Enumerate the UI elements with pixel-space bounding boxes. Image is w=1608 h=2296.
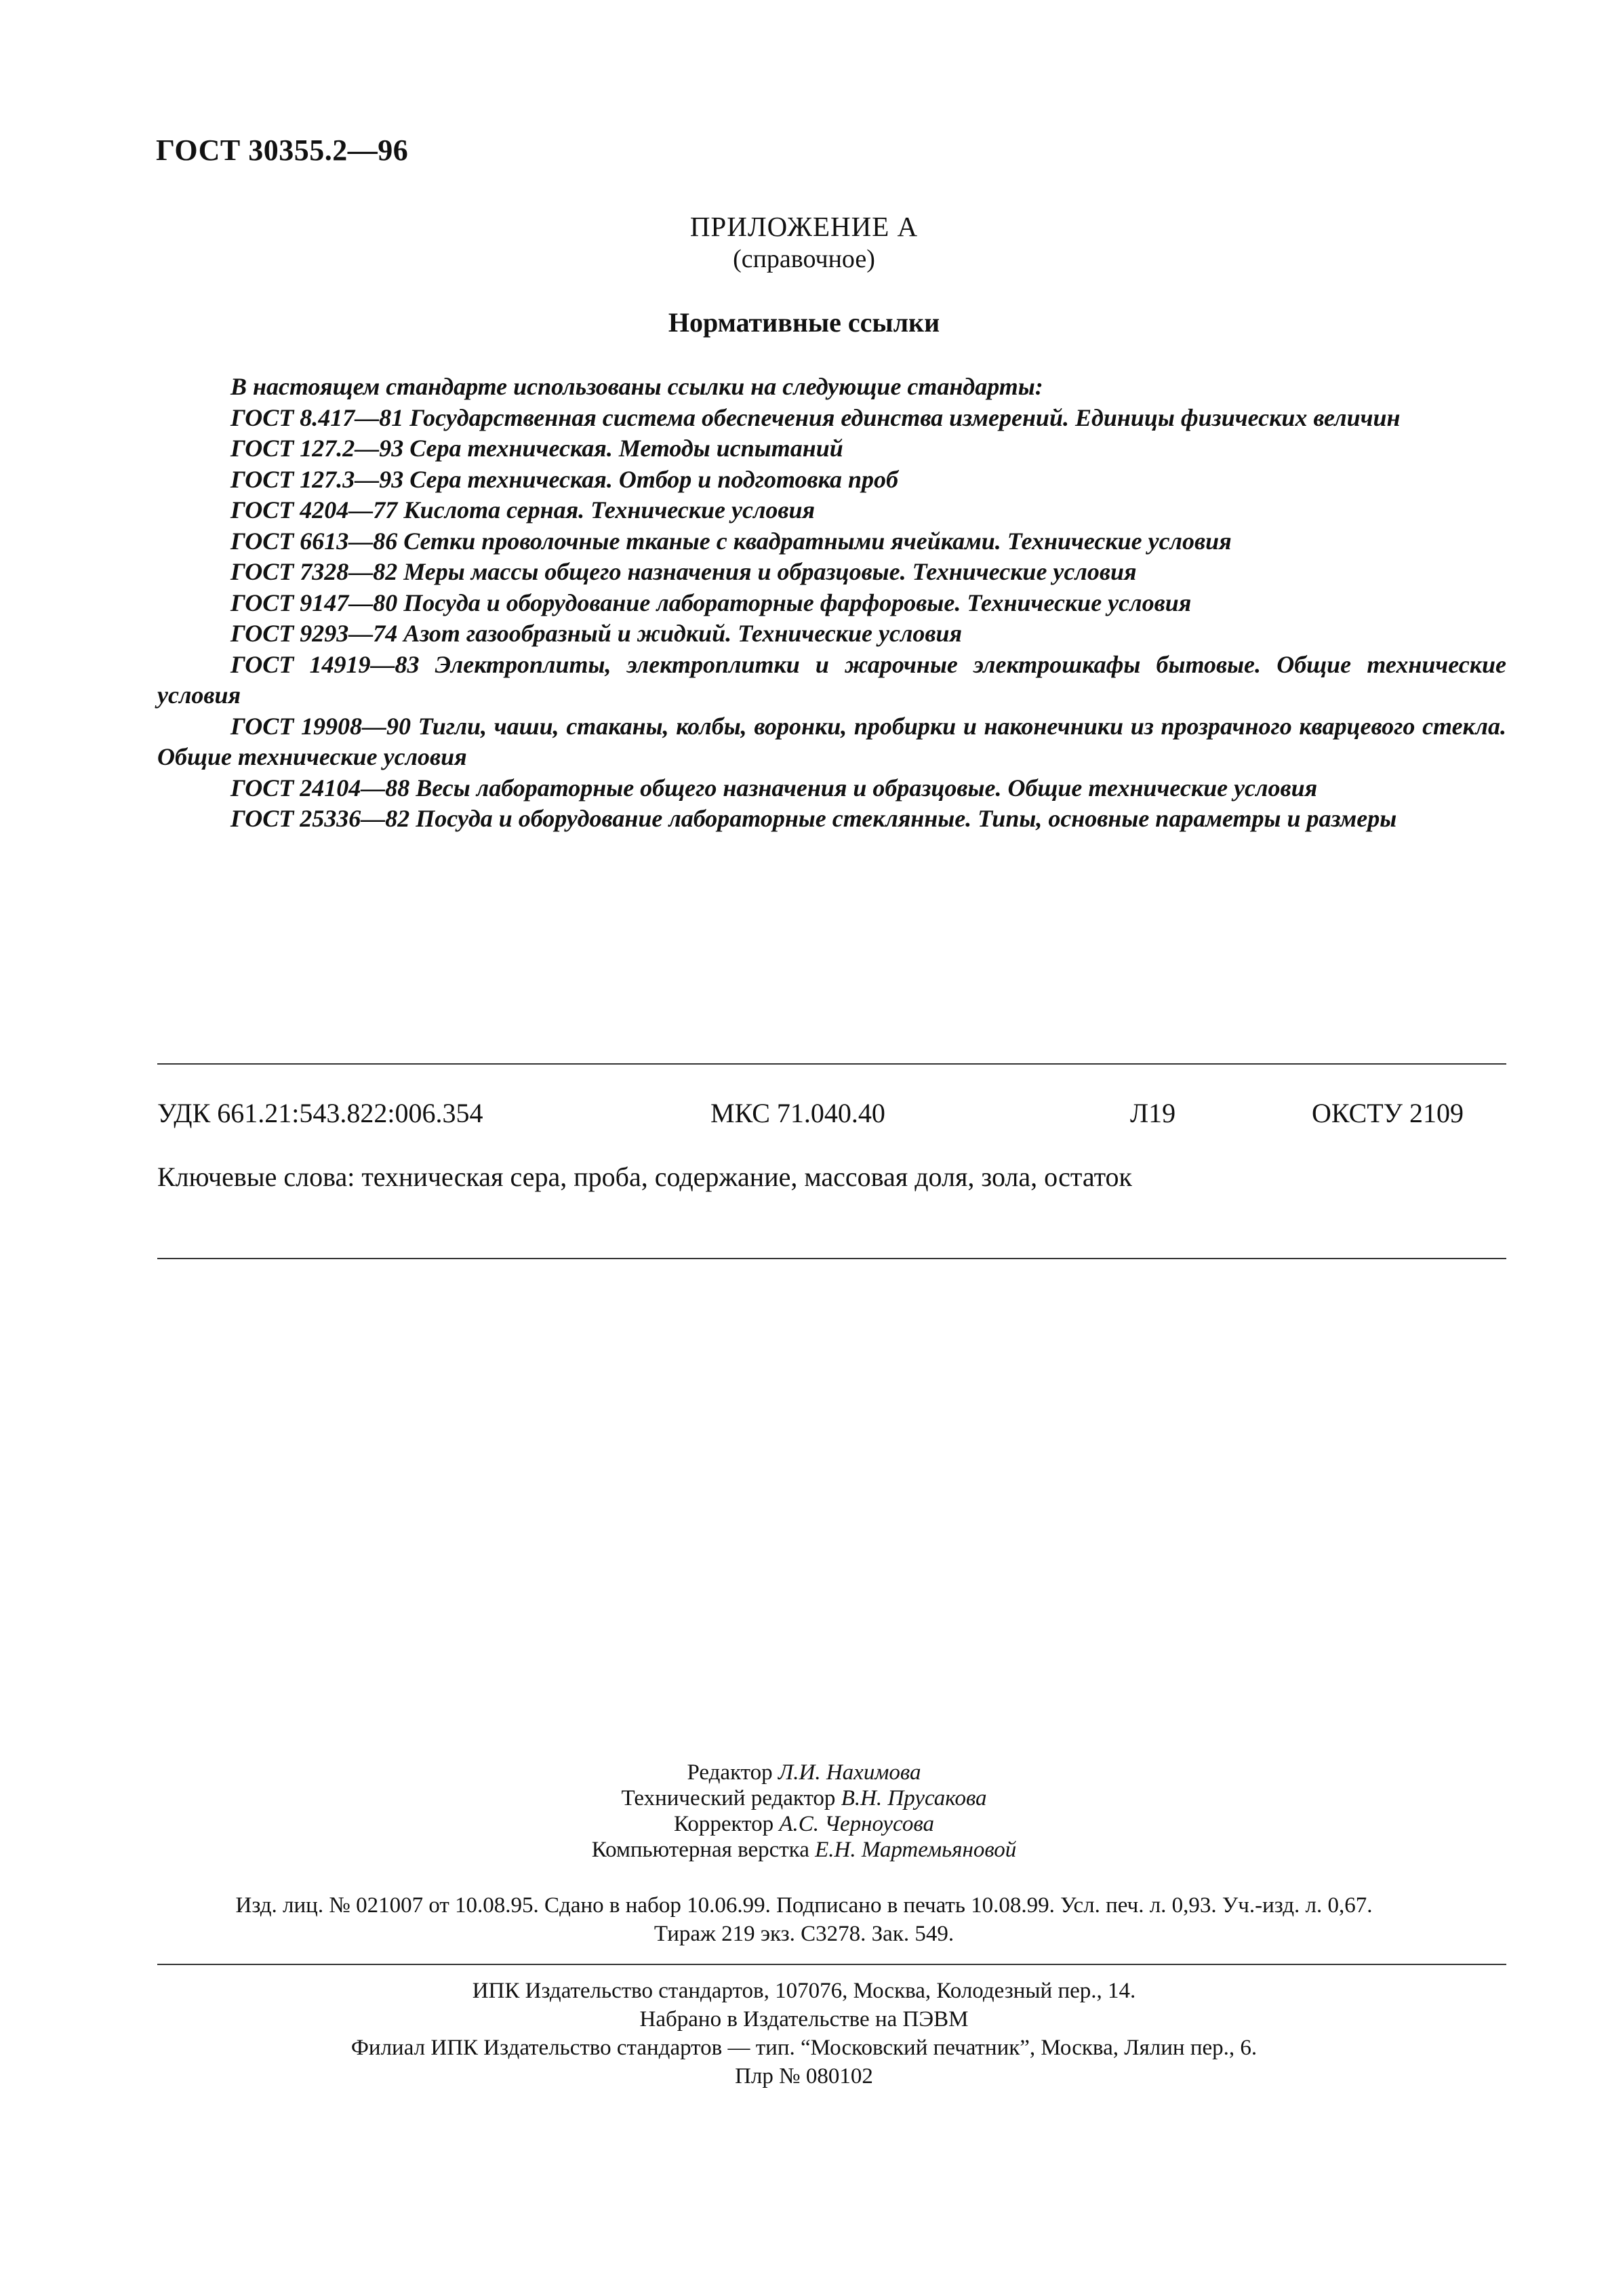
credit-role: Корректор [674, 1812, 774, 1836]
reference-item: ГОСТ 8.417—81 Государственная система обеспечения единства измерений. Единицы физических величин [230, 403, 1401, 431]
credit-role: Редактор [687, 1760, 773, 1785]
publisher-line-2: Набрано в Издательстве на ПЭВМ [639, 2007, 969, 2032]
divider-top [157, 1063, 1506, 1065]
publisher-line-3: Филиал ИПК Издательство стандартов — тип. “Московский печатник”, Москва, Лялин пер., 6. [350, 2036, 1258, 2060]
credit-layout [0, 1837, 1608, 1863]
credit-name: А.С. Черноусова [779, 1812, 934, 1836]
references-intro: В настоящем стандарте использованы ссылки на следующие стандарты: [230, 373, 1043, 400]
reference-item: ГОСТ 9147—80 Посуда и оборудование лабораторные фарфоровые. Технические условия [230, 589, 1192, 616]
udk-code: УДК 661.21:543.822:006.354 [157, 1098, 483, 1128]
reference-item: ГОСТ 25336—82 Посуда и оборудование лабораторные стеклянные. Типы, основные параметры и размеры [230, 805, 1397, 832]
reference-item: ГОСТ 19908—90 Тигли, чаши, стаканы, колбы, воронки, пробирки и наконечники из прозрачного кварцевого стекла. Общие технические условия [157, 712, 1506, 770]
reference-item: ГОСТ 7328—82 Меры массы общего назначения и образцовые. Технические условия [230, 558, 1137, 585]
reference-item: ГОСТ 127.2—93 Сера техническая. Методы испытаний [230, 435, 843, 462]
classification-code: Л19 [1130, 1098, 1176, 1128]
publisher-line-1: ИПК Издательство стандартов, 107076, Москва, Колодезный пер., 14. [472, 1979, 1136, 2003]
reference-item: ГОСТ 9293—74 Азот газообразный и жидкий. Технические условия [230, 620, 963, 647]
imprint-line-1: Изд. лиц. № 021007 от 10.08.95. Сдано в набор 10.06.99. Подписано в печать 10.08.99. Усл. печ. л. 0,93. Уч.-изд. л. 0,67. [235, 1893, 1373, 1918]
credit-corrector [0, 1811, 1608, 1837]
references-list [157, 372, 1506, 835]
reference-item: ГОСТ 24104—88 Весы лабораторные общего назначения и образцовые. Общие технические условия [230, 774, 1318, 801]
credit-name: Л.И. Нахимова [778, 1760, 921, 1785]
mks-code: МКС 71.040.40 [710, 1098, 885, 1128]
credit-role: Компьютерная верстка [591, 1838, 809, 1862]
credit-role: Технический редактор [621, 1786, 836, 1810]
imprint-line-2: Тираж 219 экз. С3278. Зак. 549. [654, 1922, 954, 1946]
document-number: ГОСТ 30355.2—96 [156, 134, 409, 167]
reference-item: ГОСТ 127.3—93 Сера техническая. Отбор и подготовка проб [230, 465, 898, 493]
reference-item: ГОСТ 14919—83 Электроплиты, электроплитки и жарочные электрошкафы бытовые. Общие технические условия [157, 650, 1506, 709]
credit-name: Е.Н. Мартемьяновой [815, 1838, 1017, 1862]
okstu-code: ОКСТУ 2109 [1312, 1098, 1464, 1128]
appendix-subtitle: (справочное) [733, 245, 875, 273]
credit-name: В.Н. Прусакова [841, 1786, 987, 1810]
reference-item: ГОСТ 4204—77 Кислота серная. Технические условия [230, 496, 816, 523]
divider-middle [157, 1258, 1506, 1259]
publisher-line-4: Плр № 080102 [735, 2064, 873, 2089]
appendix-title: ПРИЛОЖЕНИЕ А [689, 211, 919, 242]
section-title: Нормативные ссылки [668, 307, 940, 338]
reference-item: ГОСТ 6613—86 Сетки проволочные тканые с квадратными ячейками. Технические условия [230, 527, 1232, 555]
credit-tech-editor [0, 1785, 1608, 1811]
divider-bottom [157, 1964, 1506, 1965]
keywords: Ключевые слова: техническая сера, проба, содержание, массовая доля, зола, остаток [157, 1162, 1132, 1192]
credit-editor [0, 1760, 1608, 1785]
